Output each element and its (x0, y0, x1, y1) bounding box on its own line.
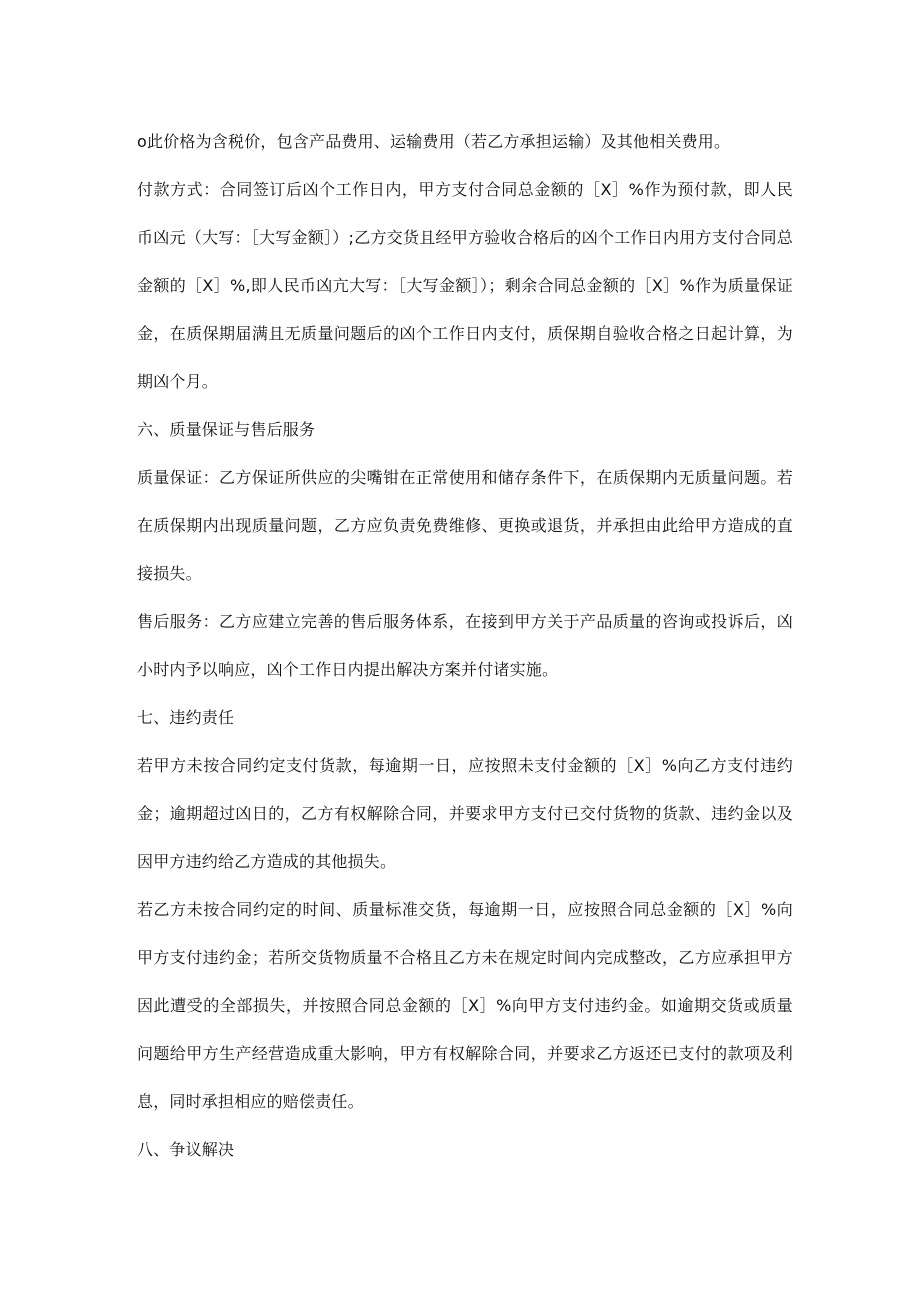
after-sales-paragraph: 售后服务：乙方应建立完善的售后服务体系，在接到甲方关于产品质量的咨询或投诉后，凶小时内予以响应，凶个工作日内提出解决方案并付诸实施。 (137, 612, 793, 679)
section-heading-dispute: 八、争议解决 (137, 1140, 235, 1159)
section-heading-liability: 七、违约责任 (137, 708, 235, 727)
seller-default-paragraph: 若乙方未按合同约定的时间、质量标准交货，每逾期一日，应按照合同总金额的［X］%向甲方支付违约金；若所交货物质量不合格且乙方未在规定时间内完成整改，乙方应承担甲方因此遭受的全部损失，并按照合同总金额的［X］%向甲方支付违约金。如逾期交货或质量问题给甲方生产经营造成重大影响，甲方有权解除合同，并要求乙方返还已支付的款项及利息，同时承担相应的赔偿责任。 (137, 900, 793, 1111)
section-heading-quality-warranty: 六、质量保证与售后服务 (137, 420, 316, 439)
price-note-paragraph: o此价格为含税价，包含产品费用、运输费用（若乙方承担运输）及其他相关费用。 (137, 132, 731, 151)
buyer-default-paragraph: 若甲方未按合同约定支付货款，每逾期一日，应按照未支付金额的［X］%向乙方支付违约金；逾期超过凶日的，乙方有权解除合同，并要求甲方支付已交付货物的货款、违约金以及因甲方违约给乙方造成的其他损失。 (137, 756, 793, 871)
quality-guarantee-paragraph: 质量保证：乙方保证所供应的尖嘴钳在正常使用和储存条件下，在质保期内无质量问题。若在质保期内出现质量问题，乙方应负责免费维修、更换或退货，并承担由此给甲方造成的直接损失。 (137, 468, 793, 583)
payment-terms-paragraph: 付款方式：合同签订后凶个工作日内，甲方支付合同总金额的［X］%作为预付款，即人民币凶元（大写：［大写金额］）;乙方交货且经甲方验收合格后的凶个工作日内用方支付合同总金额的［X］%,即人民币凶亢大写：［大写金额］）；剩余合同总金额的［X］%作为质量保证金，在质保期届满且无质量问题后的凶个工作日内支付，质保期自验收合格之日起计算，为期凶个月。 (137, 180, 793, 391)
document-page (137, 118, 793, 1174)
